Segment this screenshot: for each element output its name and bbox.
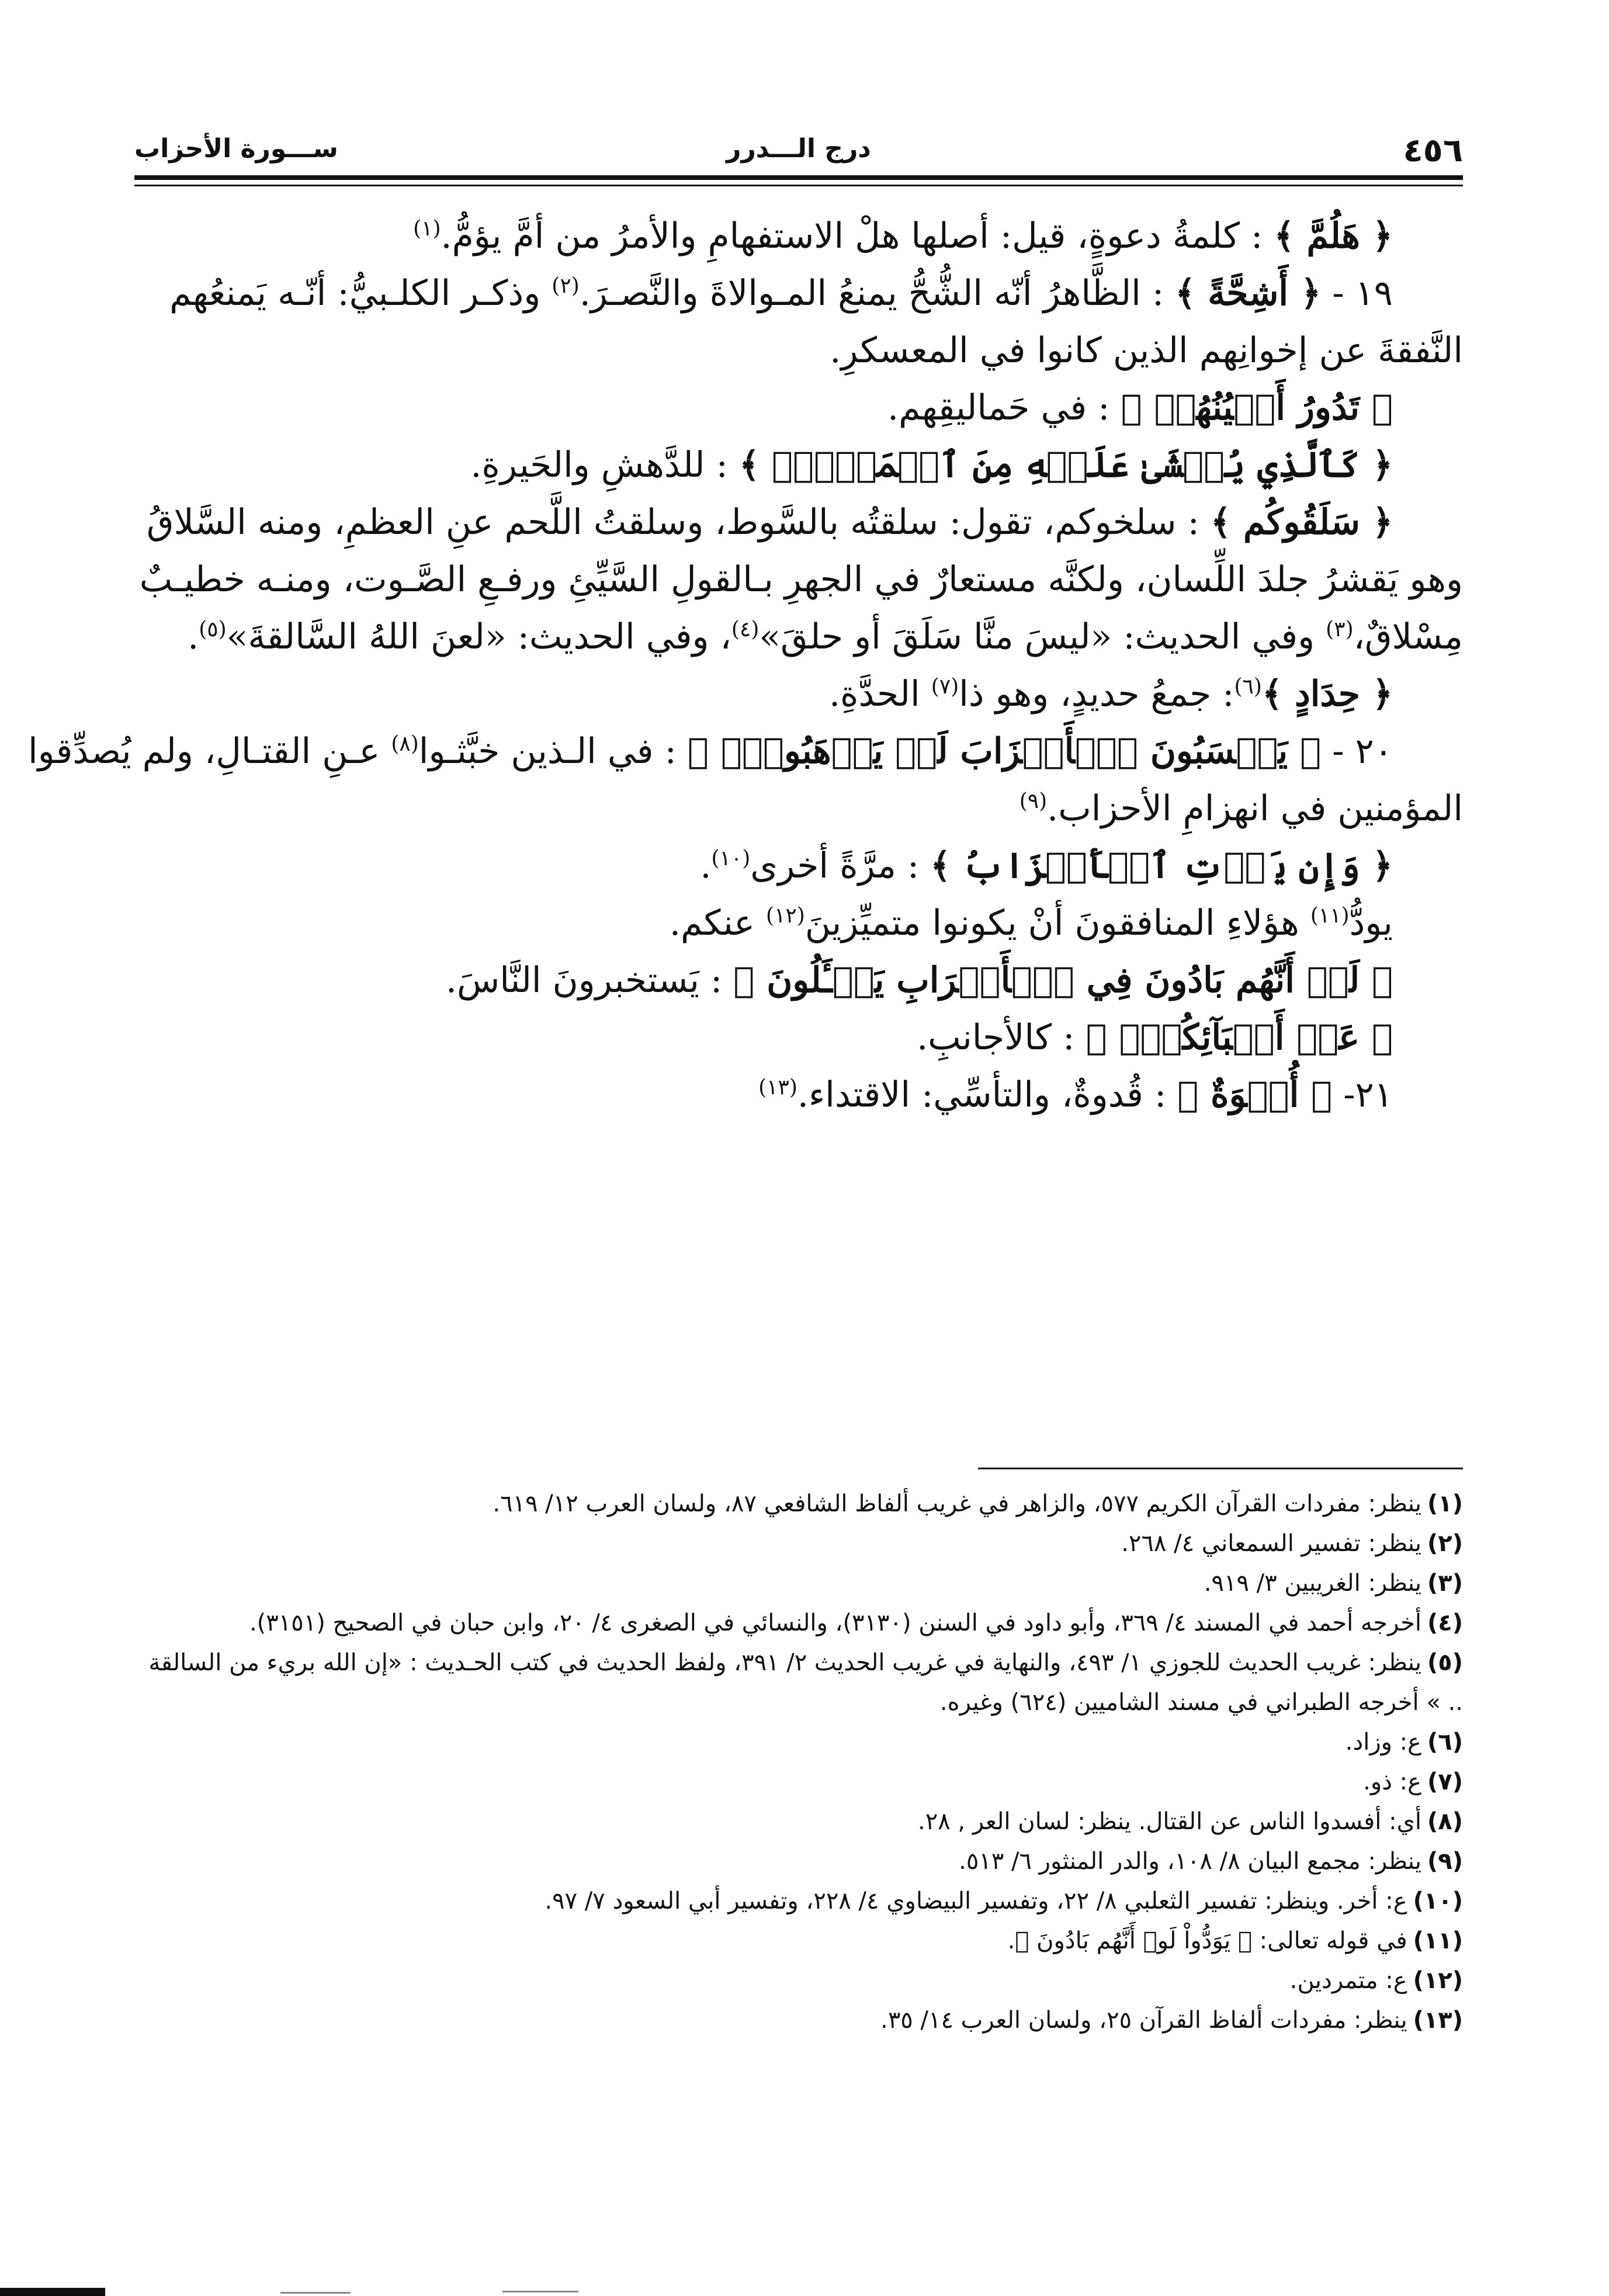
footnote-ref: (٥) [199,618,227,641]
footnote-ref: (٧) [931,675,959,699]
footnote-text: ع: أخر. وينظر: تفسير الثعلبي ٨/ ٢٢، وتفسير البيضاوي ٤/ ٢٢٨، وتفسير أبي السعود ٧/ ٩٧. [545,1888,1407,1915]
gloss-text: : كالأجانبِ. [917,1017,1086,1058]
main-text [28,207,1463,1123]
footnote-number: (٤) [1427,1610,1463,1636]
footnote [134,1881,1463,1921]
scan-artifact [502,2291,578,2292]
footnote-number: (١١) [1413,1927,1463,1954]
quran-term: ﴿ وَإِن يَأۡتِ ٱلۡأَحۡزَابُ ﴾ [930,845,1393,886]
quran-term: ﴿ أُسۡوَةٌ ﴾ [1177,1074,1333,1115]
gloss-text: عـنِ القتـالِ، ولم يُصدِّقوا [28,731,391,772]
punctuation: . [188,616,199,657]
footnote-text: أخرجه أحمد في المسند ٤/ ٣٦٩، وأبو داود في السنن (٣١٣٠)، والنسائي في الصغرى ٤/ ٢٠، وابن حبان في الصحيح (٣١٥١). [249,1610,1422,1636]
footnote-ref: (٤) [731,618,760,641]
quran-term: ﴿ تَدُورُ أَعۡيُنُهُمۡ ﴾ [1121,387,1393,428]
quran-term: ﴿ أَشِحَّةً ﴾ [1175,273,1322,314]
verse-number: ١٩ - [1321,273,1393,314]
footnote-ref: (١٢) [766,904,805,928]
gloss-text: : سلخوكم، تقول: سلقتُه بالسَّوط، وسلقتُ اللَّحم عنِ العظمِ، ومنه السَّلاقُ [146,502,1211,543]
text-line [134,207,1463,265]
text-line [134,1066,1463,1123]
header-rule-thin [134,185,1463,186]
quran-term: ﴿ كَٱلَّذِي يُغۡشَىٰ عَلَيۡهِ مِنَ ٱلۡمَوۡتِۖ ﴾ [738,445,1393,485]
footnote-ref: (١) [413,217,441,241]
footnote-text: ع: متمردين. [1289,1967,1407,1994]
quran-term: ﴿ هَلُمَّ ﴾ [1274,216,1393,256]
gloss-text: : للدَّهشِ والحَيرةِ. [470,445,739,485]
hadith-text: ، وفي الحديث: «لعنَ اللهُ السَّالقةَ» [226,616,731,657]
footnote-number: (٥) [1427,1649,1463,1676]
footnote-text: ينظر: مفردات القرآن الكريم ٥٧٧، والزاهر في غريب ألفاظ الشافعي ٨٧، ولسان العرب ١٢/ ٦١٩. [493,1490,1422,1517]
footnote-text: ع: وزاد. [1345,1729,1422,1756]
gloss-text: : يَستخبرونَ النَّاسَ. [445,960,734,1001]
footnote-text: ينظر: غريب الحديث للجوزي ١/ ٤٩٣، والنهاية في غريب الحديث ٢/ ٣٩١، ولفظ الحديث في كتب الحـديث : «إن الله بريء من السالقة .. » أخرجه الطبراني في مسند الشاميين (٦٢٤) وغيره. [148,1649,1463,1716]
footnote [134,2000,1463,2040]
footnote [134,1603,1463,1643]
scan-edge-mark [0,2288,105,2296]
text-line [134,1009,1463,1066]
footnote [134,1643,1463,1722]
footnote-ref: (٨) [391,732,419,756]
gloss-text: : في الـذين خبَّثـوا [418,731,688,772]
gloss-text: : كلمةُ دعوةٍ، قيل: أصلها هلْ الاستفهامِ والأمرُ من أمَّ يؤمُّ. [441,216,1274,256]
quran-term: ﴿ لَوۡ أَنَّهُم بَادُونَ فِي ٱلۡأَعۡرَابِ يَسۡـَٔلُونَ ﴾ [733,960,1393,1001]
gloss-text: : مرَّةً أخرى [750,845,931,886]
gloss-text: مِسْلاقٌ، [1353,616,1463,657]
gloss-text: : قُدوةٌ، والتأسِّي: الاقتداء. [797,1074,1178,1115]
footnote-text: في قوله تعالى: ﴿ يَوَدُّواْ لَوۡ أَنَّهُم بَادُونَ ﴾. [1007,1927,1407,1954]
footnote [134,1563,1463,1603]
gloss-text: النَّفقةَ عن إخوانِهم الذين كانوا في المعسكرِ. [830,330,1463,371]
footnote-ref: (١١) [1310,904,1350,928]
footnote-number: (٣) [1427,1570,1463,1597]
text-line [134,436,1463,494]
quran-term: ﴿ سَلَقُوكُم ﴾ [1210,502,1393,543]
text-line [134,608,1463,665]
footnote-text: ينظر: مجمع البيان ٨/ ١٠٨، والدر المنثور ٦/ ٥١٣. [959,1848,1422,1875]
footnote-ref: (٦) [1234,675,1262,699]
text-line [134,379,1463,436]
footnote-ref: (١٠) [711,847,751,870]
text-line [134,265,1463,322]
footnote [134,1921,1463,1961]
footnote-number: (٧) [1427,1768,1463,1795]
text-line [134,665,1463,723]
footnote-number: (٨) [1427,1808,1463,1835]
footnote-number: (١) [1427,1490,1463,1517]
footnote [134,1802,1463,1841]
text-line [134,780,1463,837]
footnote-number: (١٠) [1413,1888,1463,1915]
footnote-ref: (٩) [1019,789,1048,813]
book-title: درج الـــدرر [726,134,871,164]
footnote-text: ع: ذو. [1363,1768,1422,1795]
gloss-text: وهو يَقشرُ جلدَ اللِّسان، ولكنَّه مستعارٌ في الجهرِ بـالقولِ السَّيِّئِ ورفـعِ الصَّـوت، ومنـه خطيـبٌ [139,559,1463,600]
footnote-text: ينظر: مفردات ألفاظ القرآن ٢٥، ولسان العرب ١٤/ ٣٥. [880,2007,1407,2034]
punctuation: . [700,845,712,886]
footnote [134,1762,1463,1802]
footnote [134,1841,1463,1881]
footnote-separator [978,1468,1463,1469]
quran-term: ﴿ عَنۡ أَنۢبَآئِكُمۡۖ ﴾ [1086,1017,1393,1058]
footnote-ref: (٢) [552,274,580,298]
footnote-text: ينظر: الغريبين ٣/ ٩١٩. [1204,1570,1422,1597]
verse-number: ٢٠ - [1321,731,1393,772]
footnote-number: (١٣) [1413,2007,1463,2034]
footnote [134,1961,1463,2000]
surah-name: ســـورة الأحزاب [134,134,338,164]
gloss-text: هؤلاءِ المنافقونَ أنْ يكونوا متميِّزينَ [804,903,1310,944]
footnote-ref: (٣) [1326,618,1354,641]
page-number: ٤٥٦ [1403,131,1463,169]
text-line [28,723,1463,780]
hadith-text: وفي الحديث: «ليسَ منَّا سَلَقَ أو حلقَ» [759,616,1326,657]
gloss-text: : جمعُ حديدٍ، وهو ذا [959,674,1235,715]
footnote-text: ينظر: تفسير السمعاني ٤/ ٢٦٨. [1121,1530,1422,1557]
gloss-text: الحدَّةِ. [828,674,931,715]
text-line [134,952,1463,1009]
footnote-number: (٦) [1427,1729,1463,1756]
header-rule-thick [134,175,1463,180]
text-line [134,837,1463,894]
text-line [134,551,1463,608]
running-header [134,131,1463,172]
footnote-ref: (١٣) [758,1076,797,1100]
text-line [134,494,1463,551]
footnote [134,1524,1463,1563]
footnote [134,1722,1463,1762]
gloss-text: وذكـر الكلـبيُّ: أنّـه يَمنعُهم [169,273,552,314]
text-line [134,894,1463,952]
scan-artifact [280,2292,351,2294]
footnotes [134,1484,1463,2040]
text-line [134,322,1463,379]
verse-number: ٢١- [1332,1074,1393,1115]
quran-term: ﴿ حِدَادٍ ﴾ [1261,674,1393,715]
footnote-number: (٢) [1427,1530,1463,1557]
gloss-text: يودُّ [1349,903,1393,944]
gloss-text: المؤمنين في انهزامِ الأحزاب. [1047,788,1463,829]
gloss-text: : الظَّاهرُ أنّه الشُّحُّ يمنعُ المـوالاةَ والنَّصـرَ. [579,273,1175,314]
gloss-text: عنكم. [669,903,767,944]
quran-term: ﴿ يَحۡسَبُونَ ٱلۡأَحۡزَابَ لَمۡ يَذۡهَبُواْۖ ﴾ [687,731,1322,772]
gloss-text: : في حَماليقِهم. [887,387,1121,428]
footnote-number: (٩) [1427,1848,1463,1875]
footnote [134,1484,1463,1524]
footnote-text: أي: أفسدوا الناس عن القتال. ينظر: لسان العر , ٢٨. [918,1808,1422,1835]
footnote-number: (١٢) [1413,1967,1463,1994]
